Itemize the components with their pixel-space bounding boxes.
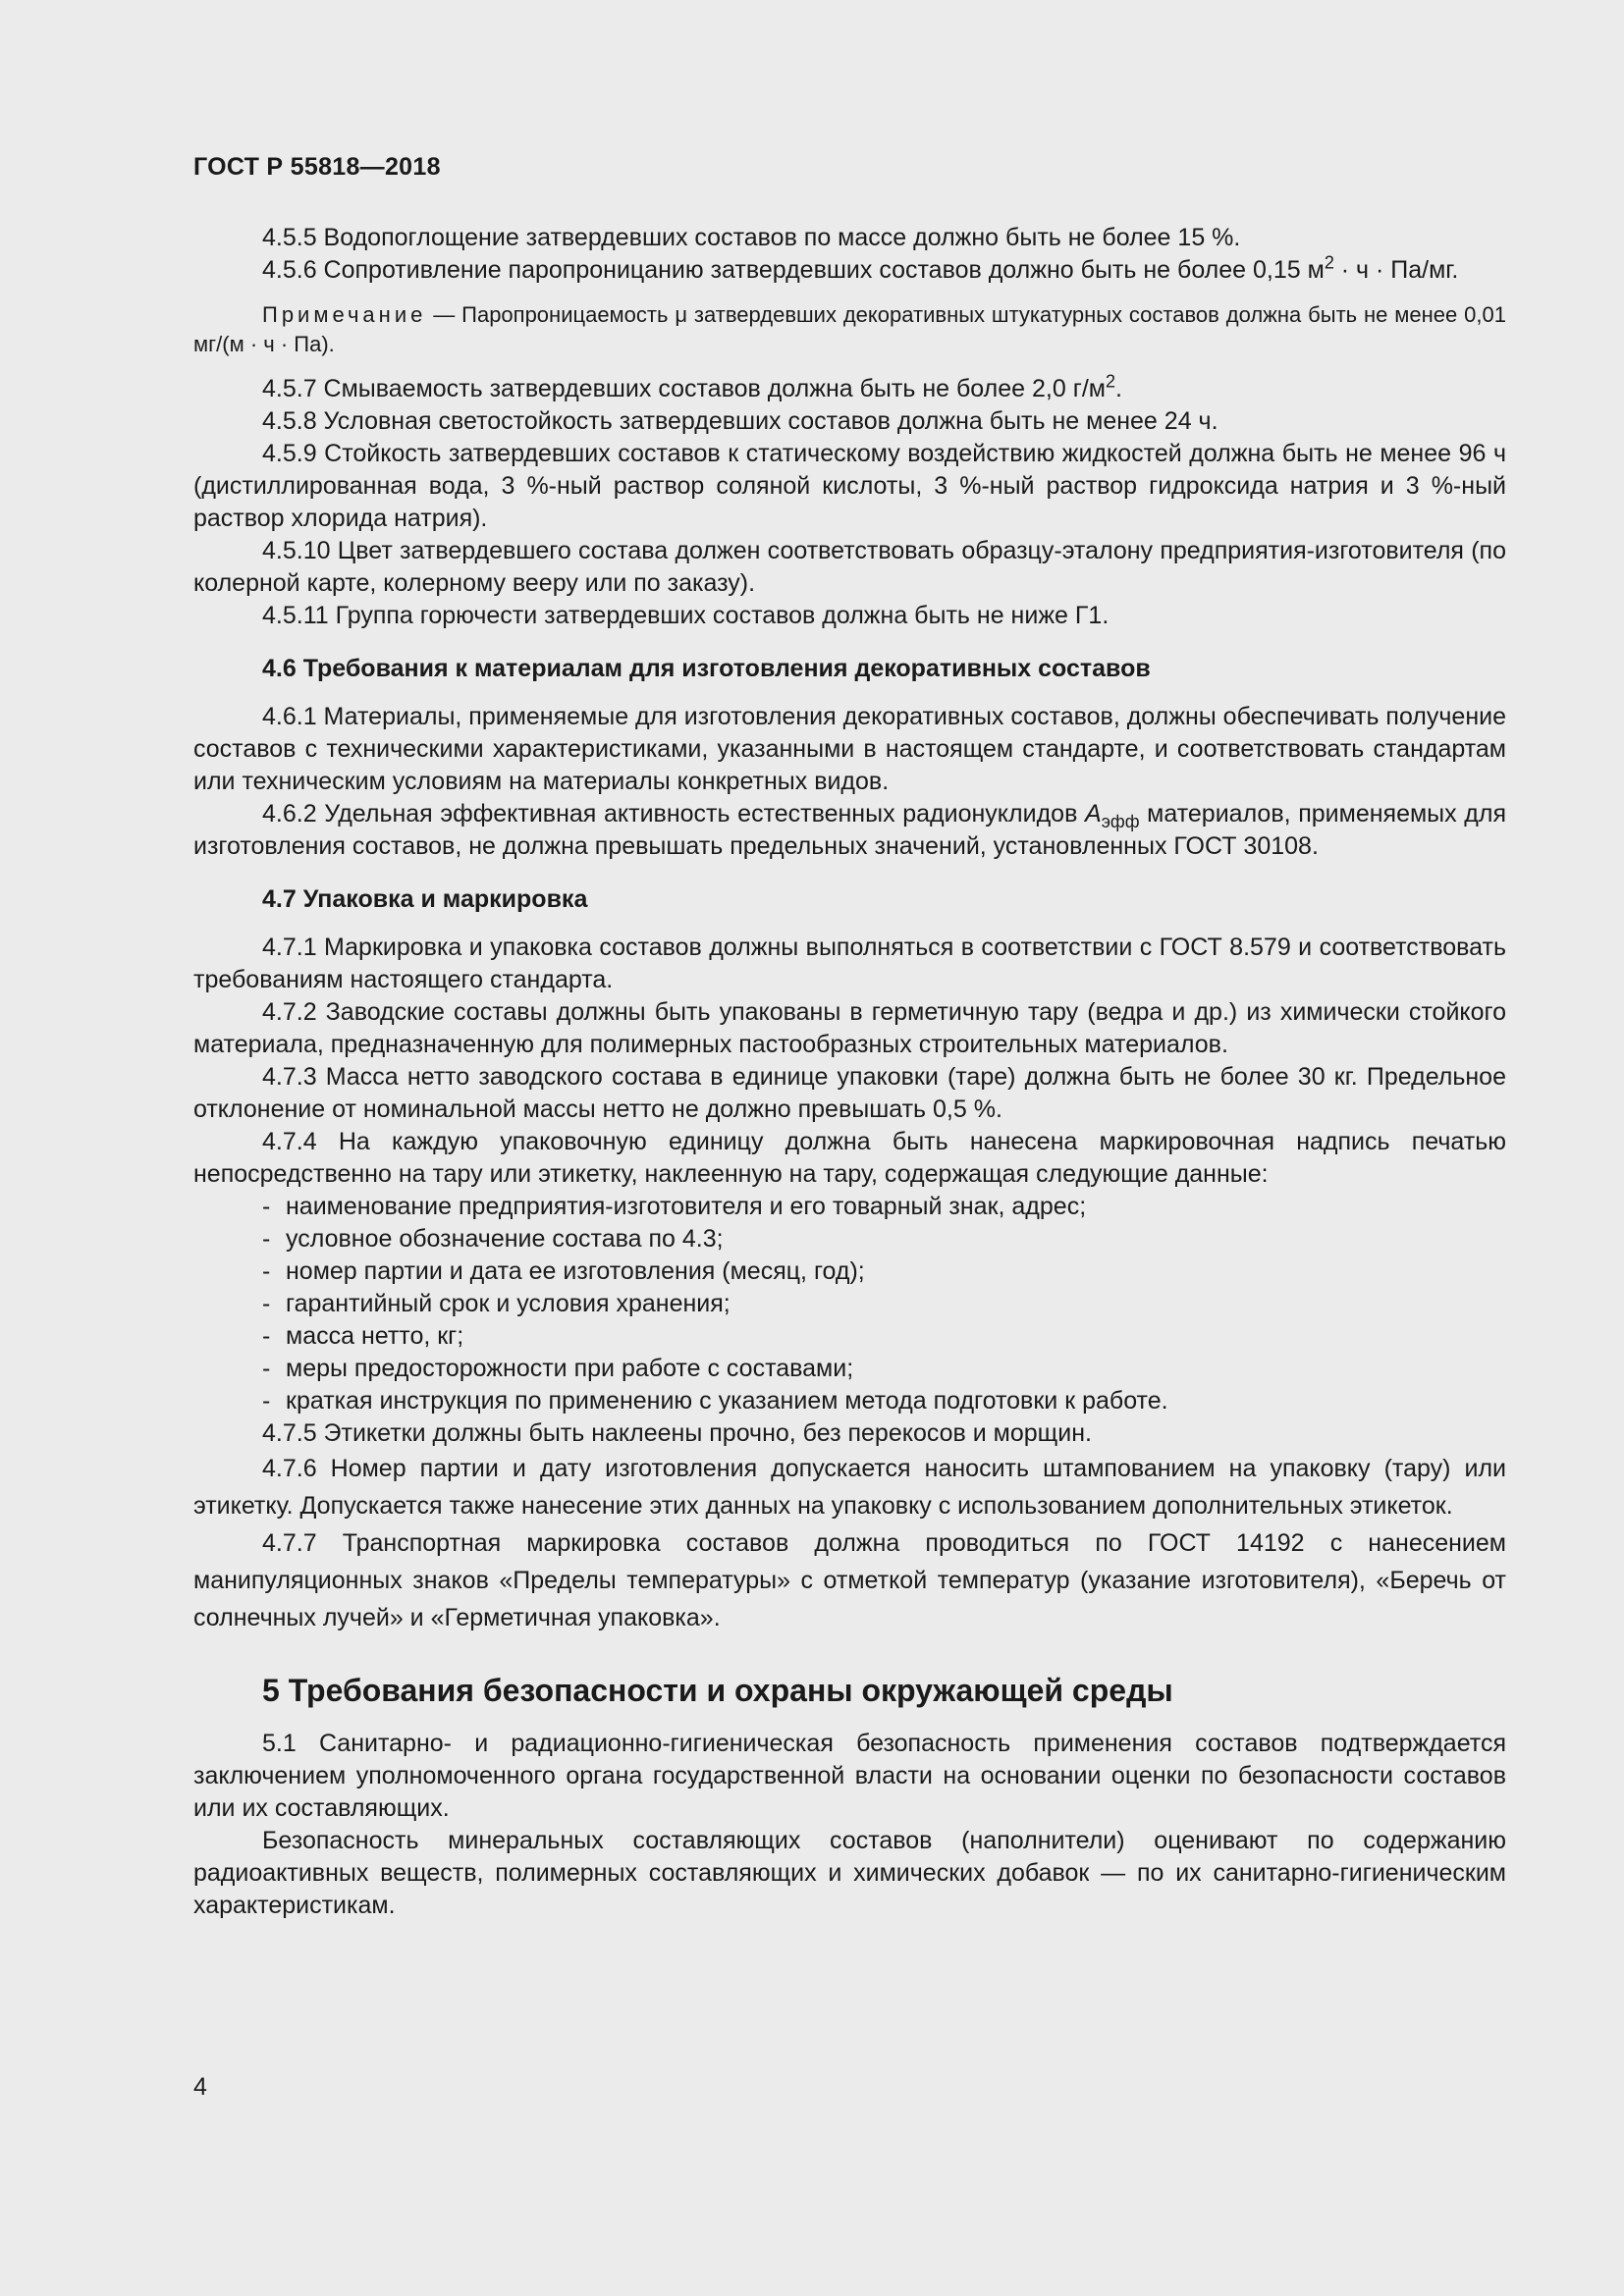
clause-4-5-7-rest: . [1114,375,1122,402]
clause-4-5-8: 4.5.8 Условная светостойкость затвердевших составов должна быть не менее 24 ч. [262,407,1218,435]
clause-4-5-7-text: 4.5.7 Смываемость затвердевших составов должна быть не более 2,0 г/м [262,375,1106,402]
section-5-heading: 5 Требования безопасности и охраны окружающей среды [262,1673,1173,1708]
clause-5-1-para-2: Безопасность минеральных составляющих составов (наполнители) оценивают по содержанию радиоактивных веществ, полимерных составляющих и химических добавок — по их санитарно-гигиеническим характеристикам. [193,1827,1506,1919]
clause-4-7-4: 4.7.4 На каждую упаковочную единицу должна быть нанесена маркировочная надпись печатью непосредственно на тару или этикетку, наклеенную на тару, содержащая следующие данные: [193,1128,1506,1188]
clause-4-7-3: 4.7.3 Масса нетто заводского состава в единице упаковки (таре) должна быть не более 30 кг. Предельное отклонение от номинальной массы нетто не должно превышать 0,5 %. [193,1063,1506,1123]
list-dash: - [262,1290,271,1317]
list-dash: - [262,1355,271,1382]
clause-4-5-6-rest: · ч · Па/мг. [1333,256,1459,284]
clause-4-6-2-symbol: A [1085,800,1102,828]
clause-4-5-6 [193,254,1506,287]
list-dash: - [262,1193,271,1220]
clause-4-7-2: 4.7.2 Заводские составы должны быть упакованы в герметичную тару (ведра и др.) из химически стойкого материала, предназначенную для полимерных пастообразных строительных материалов. [193,998,1506,1058]
clause-4-5-9: 4.5.9 Стойкость затвердевших составов к статическому воздействию жидкостей должна быть не менее 96 ч (дистиллированная вода, 3 %-ный раствор соляной кислоты, 3 %-ный раствор гидроксида натрия и 3 %-ный раствор хлорида натрия). [193,440,1506,532]
clause-4-6-2 [193,798,1506,863]
clause-4-7-5: 4.7.5 Этикетки должны быть наклеены прочно, без перекосов и морщин. [262,1419,1092,1447]
list-item-text: краткая инструкция по применению с указанием метода подготовки к работе. [286,1387,1168,1415]
list-item-text: масса нетто, кг; [286,1322,464,1350]
clause-4-5-7-sup: 2 [1105,371,1115,392]
clause-4-6-2-rest: материалов, применяемых для изготовления составов, не должна превышать предельных значений, установленных ГОСТ 30108. [193,800,1506,860]
list-item-text: наименование предприятия-изготовителя и его товарный знак, адрес; [286,1193,1087,1220]
clause-4-5-11: 4.5.11 Группа горючести затвердевших составов должна быть не ниже Г1. [262,602,1110,629]
marking-list [193,1191,1506,1417]
list-item [193,1191,1506,1223]
list-dash: - [262,1225,271,1253]
list-dash: - [262,1387,271,1415]
clause-4-7-7: 4.7.7 Транспортная маркировка составов должна проводиться по ГОСТ 14192 с нанесением манипуляционных знаков «Пределы температуры» с отметкой температур (указание изготовителя), «Беречь от солнечных лучей» и «Герметичная упаковка». [193,1529,1506,1631]
section-4-7-heading: 4.7 Упаковка и маркировка [262,885,588,913]
list-item [193,1320,1506,1353]
list-item [193,1385,1506,1417]
clause-4-5-5: 4.5.5 Водопоглощение затвердевших составов по массе должно быть не более 15 %. [262,224,1241,251]
clause-4-7-1: 4.7.1 Маркировка и упаковка составов должны выполняться в соответствии с ГОСТ 8.579 и соответствовать требованиям настоящего стандарта. [193,934,1506,993]
list-item [193,1223,1506,1255]
note-text: — Паропроницаемость μ затвердевших декоративных штукатурных составов должна быть не менее 0,01 мг/(м · ч · Па). [193,302,1506,356]
clause-4-5-6-sup: 2 [1324,252,1334,273]
list-dash: - [262,1322,271,1350]
clause-4-5-7 [193,373,1506,405]
document-body [193,222,1506,1922]
clause-4-7-6: 4.7.6 Номер партии и дату изготовления допускается наносить штампованием на упаковку (тару) или этикетку. Допускается также нанесение этих данных на упаковку с использованием дополнительных этикеток. [193,1455,1506,1520]
document-header: ГОСТ Р 55818—2018 [193,153,441,181]
clause-4-5-6-text: 4.5.6 Сопротивление паропроницанию затвердевших составов должно быть не более 0,15 м [262,256,1325,284]
list-dash: - [262,1257,271,1285]
list-item [193,1353,1506,1385]
list-item-text: номер партии и дата ее изготовления (месяц, год); [286,1257,865,1285]
note-label: Примечание [262,302,427,327]
list-item-text: условное обозначение состава по 4.3; [286,1225,724,1253]
note [193,300,1506,359]
clause-5-1: 5.1 Санитарно- и радиационно-гигиеническая безопасность применения составов подтверждается заключением уполномоченного органа государственной власти на основании оценки по безопасности составов или их составляющих. [193,1730,1506,1822]
list-item [193,1255,1506,1288]
list-item-text: меры предосторожности при работе с составами; [286,1355,854,1382]
clause-4-6-2-sub: эфф [1101,812,1140,831]
list-item-text: гарантийный срок и условия хранения; [286,1290,731,1317]
page-number: 4 [193,2073,207,2101]
section-4-6-heading: 4.6 Требования к материалам для изготовления декоративных составов [262,655,1151,682]
list-item [193,1288,1506,1320]
clause-4-5-10: 4.5.10 Цвет затвердевшего состава должен соответствовать образцу-эталону предприятия-изготовителя (по колерной карте, колерному вееру или по заказу). [193,537,1506,597]
clause-4-6-2-text: 4.6.2 Удельная эффективная активность естественных радионуклидов [262,800,1086,828]
clause-4-6-1: 4.6.1 Материалы, применяемые для изготовления декоративных составов, должны обеспечивать получение составов с техническими характеристиками, указанными в настоящем стандарте, и соответствовать стандартам или техническим условиям на материалы конкретных видов. [193,703,1506,795]
